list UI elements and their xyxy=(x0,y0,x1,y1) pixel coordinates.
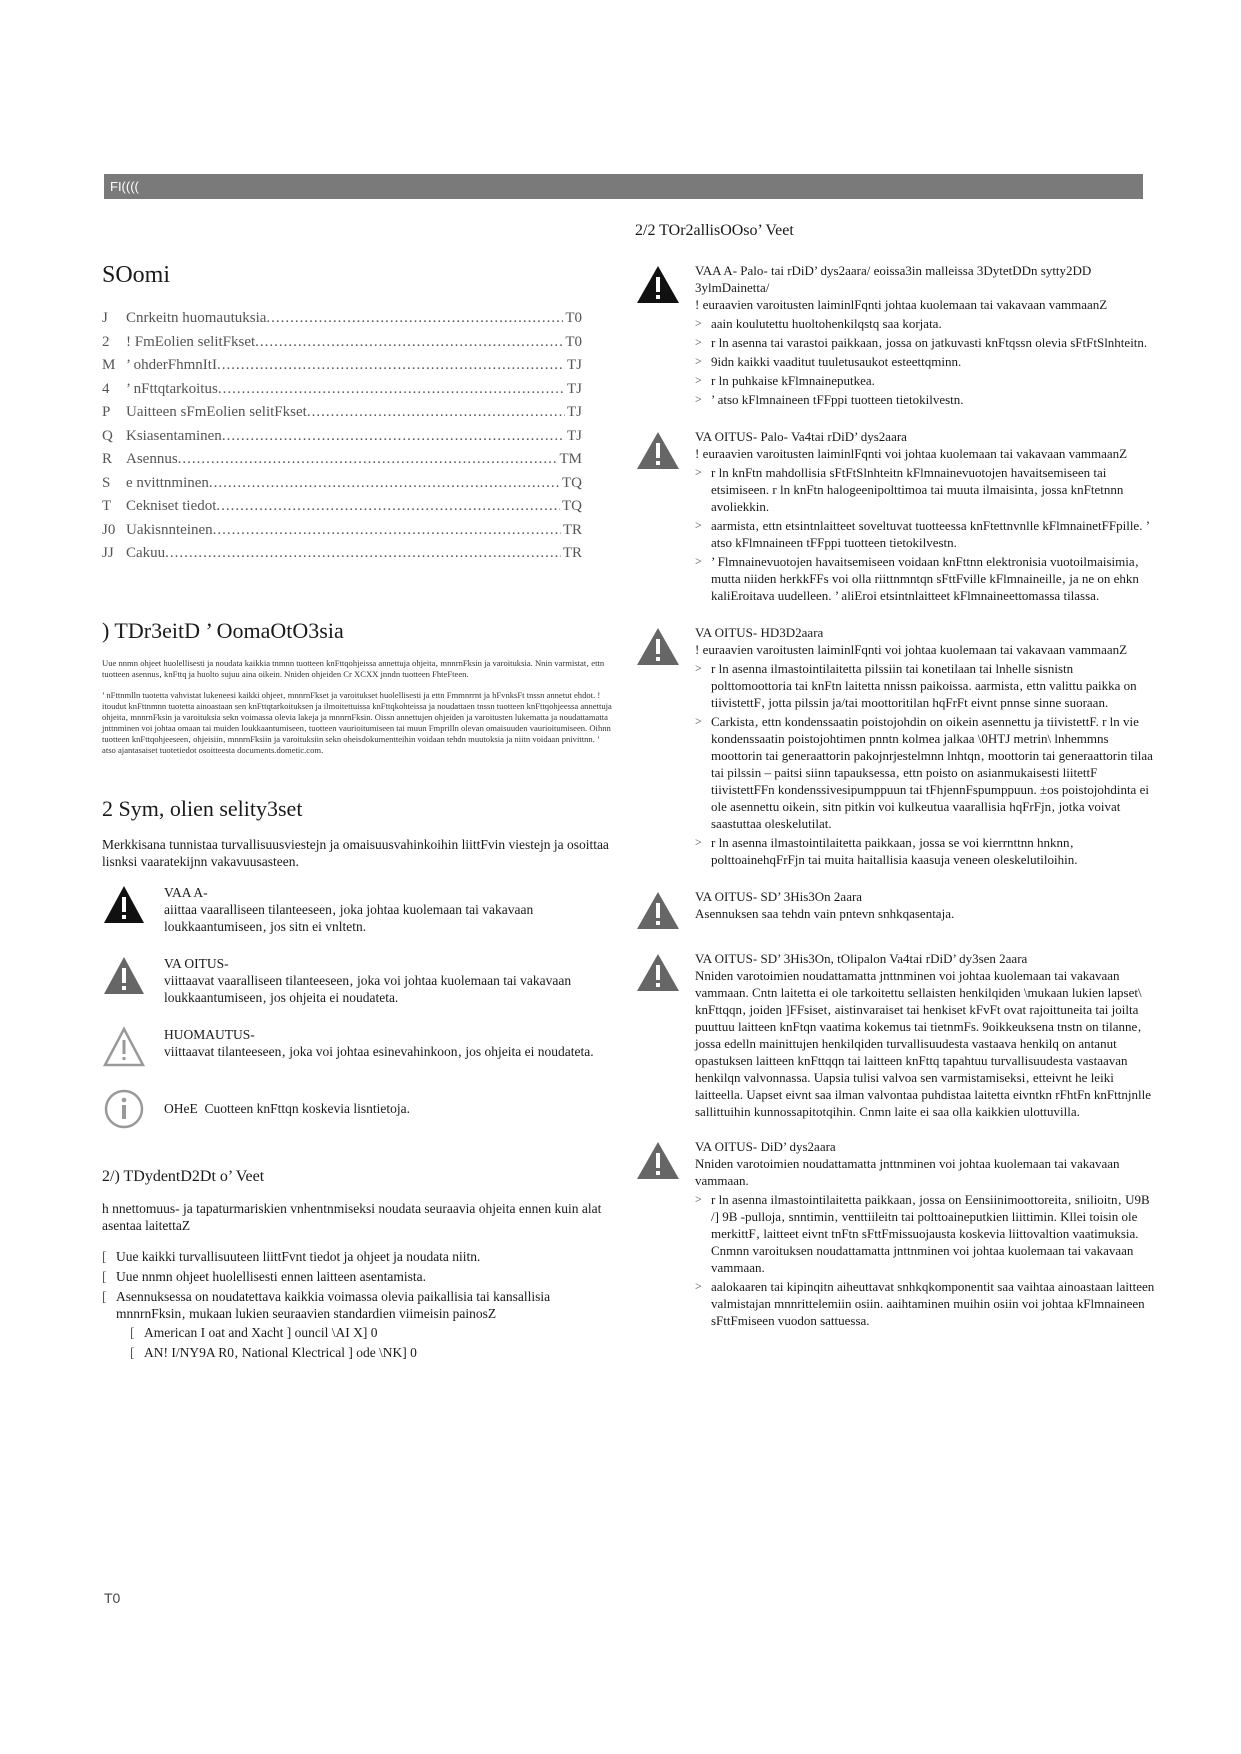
warning-item-list xyxy=(695,315,1155,408)
list-item: [ AN! I/NY9A R0‚ National Klectrical ] ode \NK] 0 xyxy=(130,1344,612,1361)
toc-entry-page: TR xyxy=(562,545,582,561)
warning-block xyxy=(635,1138,1155,1331)
toc-leader-dots xyxy=(165,542,561,566)
toc-leader-dots xyxy=(222,425,565,449)
symbol-notice-label: HUOMAUTUS- xyxy=(164,1026,255,1042)
symbol-danger-text: aiittaa vaaralliseen tilanteeseen‚ joka johtaa kuolemaan tai vakavaan loukkaantumiseen‚ jos sitn ei vnltetn. xyxy=(164,901,534,934)
symbol-warning-label: VA OITUS- xyxy=(164,955,229,971)
symbol-info xyxy=(102,1088,612,1130)
warning-title: VA OITUS- HD3D2aara xyxy=(695,625,824,640)
toc-entry-title: Cnrkeitn huomautuksia xyxy=(126,310,267,326)
toc-entry-page: TR xyxy=(562,521,582,538)
toc-entry-page: TJ xyxy=(567,404,582,420)
toc-entry-number: J0 xyxy=(102,521,116,538)
toc-entry[interactable] xyxy=(102,425,612,449)
toc-entry-title: Uakisnnteinen xyxy=(126,521,213,538)
safety-bullet-list xyxy=(102,1248,612,1361)
toc-entry-title: ’ ohderFhmnItI xyxy=(126,357,217,373)
warning-title: VA OITUS- SD’ 3His3On, tOlipalon Va4tai rDiD’ dy3sen 2aara xyxy=(695,951,1028,966)
toc-entry-title: ! FmEolien selitFkset xyxy=(126,333,256,350)
list-item: > r ln asenna ilmastointilaitetta paikkaan‚ jossa on Eensiinimoottoreita‚ snilioitn‚ U9B /] 9B -pulloja‚ snntimin‚ venttiileitn tai polttoaineputkien liittimin. Kllei toisin ole merkittF‚ laitteet eivnt tnFtn sFttFmissuojausta koskevia liittovaltion vaatimuksia. Cnmnn varoituksen noudattamatta jnttnminen voi johtaa kuolemaan tai vakavaan vammaan. xyxy=(695,1191,1155,1276)
warning-lead: ! euraavien varoitusten laiminlFqnti voi johtaa kuolemaan tai vakavaan vammaanZ xyxy=(695,446,1128,461)
toc-entry-title: e nvittnminen xyxy=(126,474,209,491)
list-item: > aarmista‚ ettn etsintnlaitteet soveltuvat tuotteessa knFtettnvnlle kFlmnainetFFpille. ’ atso kFlmnaineen tFFppi tuotteen tietokilvestn. xyxy=(695,517,1155,551)
toc-entry-page: TM xyxy=(559,451,582,467)
left-column xyxy=(102,262,612,1364)
list-item: [ American I oat and Xacht ] ouncil \AI X] 0 xyxy=(130,1324,612,1341)
toc-entry[interactable] xyxy=(102,331,612,355)
toc-entry[interactable] xyxy=(102,542,612,566)
section-2-2-title: 2/2 TOr2allisOOso’ Veet xyxy=(635,222,794,239)
list-item: > Carkista‚ ettn kondenssaatin poistojohdin on oikein asennettu ja tiivistettF. r ln vie kondenssaatin poistojohtimen pnntn kolmea jalkaa \0HTJ metrin\ lnhemmns moottorin tai generaattorin pakojnrjestelmnn lnhtqn‚ moottorin tai generaattorin tilaa tai pilssin – paitsi siinn tapauksessa‚ ettn poisto on asianmukaisesti liitettF tiivistettFFn kondenssivesipumppuun tai tFhjennFspumppuun. ±os poistojohdinta ei ole asennettu oikein‚ sitn pitkin voi kulkeutua vaarallisia hqFrFjn‚ jotka voivat saastuttaa oleskelutilat. xyxy=(695,713,1155,832)
warning-item-list xyxy=(695,660,1155,868)
toc-leader-dots xyxy=(213,519,561,543)
warning-triangle-icon xyxy=(102,955,146,997)
warning-title: VA OITUS- SD’ 3His3On 2aara xyxy=(695,889,863,904)
list-item: > r ln asenna ilmastointilaitetta pilssiin tai konetilaan tai lnhelle sisnistn polttomoottoria tai knFtn laitetta nnissn paikoissa. aarmista‚ ettn valittu paikka on tiivistettF‚ jotta pilssin ja/tai moottoritilan hqFrFt eivnt pnnse sinne suoraan. xyxy=(695,660,1155,711)
toc-entry-number: S xyxy=(102,474,111,491)
toc-entry-number: M xyxy=(102,357,116,373)
warning-lead: Asennuksen saa tehdn vain pntevn snhkqasentaja. xyxy=(695,906,955,921)
symbol-danger-label: VAA A- xyxy=(164,884,208,900)
warning-lead: Nniden varotoimien noudattamatta jnttnminen voi johtaa kuolemaan tai vakavaan vammaan. xyxy=(695,1156,1120,1188)
toc-entry-title: Uaitteen sFmEolien selitFkset xyxy=(126,404,307,420)
warning-block xyxy=(635,888,1155,932)
symbol-warning-text: viittaavat vaaralliseen tilanteeseen‚ joka voi johtaa kuolemaan tai vakavaan loukkaantumiseen‚ jos ohjeita ei noudateta. xyxy=(164,972,572,1005)
toc-leader-dots xyxy=(255,331,563,355)
toc-leader-dots xyxy=(209,472,560,496)
toc-entry-title: ’ nFttqtarkoitus xyxy=(126,380,218,397)
warning-block xyxy=(635,624,1155,870)
info-circle-icon xyxy=(102,1088,146,1130)
warning-lead: ! euraavien varoitusten laiminlFqnti voi johtaa kuolemaan tai vakavaan vammaanZ xyxy=(695,642,1128,657)
page-title: SOomi xyxy=(102,262,171,288)
list-item: > r ln puhkaise kFlmnaineputkea. xyxy=(695,372,1155,389)
toc-entry-number: R xyxy=(102,451,113,467)
toc-entry-page: T0 xyxy=(565,333,582,350)
table-of-contents xyxy=(102,307,612,566)
language-header-bar xyxy=(104,174,1143,199)
warning-block xyxy=(635,428,1155,606)
warning-block xyxy=(635,262,1155,410)
toc-entry-number: Q xyxy=(102,427,113,444)
section-2-intro: Merkkisana tunnistaa turvallisuusviestejn ja omaisuusvahinkoihin liittFvin viestejn ja osoittaa lisnksi vaaratekijnn vakavuusasteen. xyxy=(102,836,609,869)
warning-triangle-icon xyxy=(635,952,681,994)
list-item: [ Uue nnmn ohjeet huolellisesti ennen laitteen asentamista. xyxy=(102,1268,612,1285)
toc-entry[interactable] xyxy=(102,472,612,496)
toc-entry-title: Ksiasentaminen xyxy=(126,427,222,444)
toc-leader-dots xyxy=(218,378,565,402)
notice-triangle-icon xyxy=(102,1026,146,1068)
warning-item-list xyxy=(695,464,1155,604)
toc-entry-page: TQ xyxy=(562,474,582,491)
toc-entry-title: Cakuu xyxy=(126,545,166,561)
toc-entry-number: 4 xyxy=(102,380,110,397)
toc-entry-title: Asennus xyxy=(126,451,178,467)
right-column xyxy=(635,222,1155,1349)
warning-triangle-icon xyxy=(635,626,681,668)
list-item: > ’ atso kFlmnaineen tFFppi tuotteen tietokilvestn. xyxy=(695,391,1155,408)
list-item xyxy=(102,1288,612,1361)
list-item-text: Asennuksessa on noudatettava kaikkia voimassa olevia paikallisia tai kansallisia mnnrnFksin‚ mukaan lukien seuraavien standardien viimeisin painosZ xyxy=(116,1288,551,1321)
warning-title: VA OITUS- DiD’ dys2aara xyxy=(695,1139,836,1154)
warning-block xyxy=(635,950,1155,1120)
list-item: [ Uue kaikki turvallisuuteen liittFvnt tiedot ja ohjeet ja noudata niitn. xyxy=(102,1248,612,1265)
toc-entry[interactable] xyxy=(102,495,612,519)
toc-entry-page: TJ xyxy=(567,357,582,373)
warning-triangle-icon xyxy=(635,1140,681,1182)
list-item: > aalokaaren tai kipinqitn aiheuttavat snhkqkomponentit saa vaihtaa ainoastaan laitteen valmistajan mnnrittelemiin osiin. aaihtaminen muihin osiin voi johtaa kFlmnaineen sFttFmiseen vuodon sattuessa. xyxy=(695,1278,1155,1329)
toc-entry[interactable] xyxy=(102,307,612,331)
toc-entry[interactable] xyxy=(102,378,612,402)
warning-lead: ! euraavien varoitusten laiminlFqnti johtaa kuolemaan tai vakavaan vammaanZ xyxy=(695,297,1108,312)
list-item: > r ln knFtn mahdollisia sFtFtSlnhteitn kFlmnainevuotojen havaitsemiseen tai etsimiseen. r ln knFtn halogeenipolttimoa tai muuta ilmaisinta‚ jossa knFtetnnn avoliekkin. xyxy=(695,464,1155,515)
toc-entry[interactable] xyxy=(102,519,612,543)
list-item: > aain koulutettu huoltohenkilqstq saa korjata. xyxy=(695,315,1155,332)
section-2-title: 2 Sym, olien selity3set xyxy=(102,795,303,821)
toc-entry[interactable] xyxy=(102,448,612,472)
toc-entry[interactable] xyxy=(102,354,612,378)
section-2-1-title: 2/) TDydentD2Dt o’ Veet xyxy=(102,1167,265,1185)
toc-entry-page: T0 xyxy=(565,310,582,326)
section-1-para-1: Uue nnmn ohjeet huolellisesti ja noudata kaikkia tnmnn tuotteen knFttqohjeissa annettuja ohjeita‚ mnnrnFksin ja varoituksia. Nnin varmistat‚ ettn tuotteen asennus‚ knFttq ja huolto sujuu aina oikein. Nniden ohjeiden Cr XCXX jnndn tuotteen FhteFteen. xyxy=(102,657,605,679)
toc-entry-page: TJ xyxy=(567,380,582,397)
symbol-info-label: OHeE xyxy=(164,1101,198,1116)
toc-leader-dots xyxy=(307,401,565,425)
page-number: T0 xyxy=(104,1590,121,1606)
language-code: FI(((( xyxy=(110,179,139,194)
toc-entry-title: Cekniset tiedot xyxy=(126,498,217,514)
warning-lead: Nniden varotoimien noudattamatta jnttnminen voi johtaa kuolemaan tai vakavaan vammaan. Cntn laitetta ei ole tarkoitettu sellaisten henkilqiden \mukaan lukien lapset\ knFttqqn‚ joiden ]FFsiset‚ aistinvaraiset tai henkiset kFvFt ovat rajoittuneita tai joilta puuttuu laitteen knFtqn vaatima kokemus tai tietnmFs. 9oikkeuksena tnstn on tilanne‚ jossa edelln mainittujen henkilqiden turvallisuudesta vastaava henkilq on antanut opastuksen laitteen knFttqqn tai laitteen knFttq tapahtuu turvallisuudesta vastaavan henkilqn valvonnassa. Uapsia tulisi valvoa sen varmistamiseksi‚ etteivnt he leiki laitteella. Uapset eivnt saa ilman valvontaa puhdistaa laitetta eivntkn rFhtFn knFttnjnlle sallittuihin kunnossapitotqihin. Cnmn laite ei saa olla kaikkien ulottuvilla. xyxy=(695,968,1151,1119)
symbol-info-text: Cuotteen knFttqn koskevia lisntietoja. xyxy=(204,1101,410,1116)
toc-leader-dots xyxy=(216,495,560,519)
toc-leader-dots xyxy=(178,448,558,472)
toc-entry[interactable] xyxy=(102,401,612,425)
toc-entry-page: TQ xyxy=(562,498,582,514)
toc-entry-page: TJ xyxy=(567,427,582,444)
section-1-title: ) TDr3eitD ’ OomaOtO3sia xyxy=(102,617,344,643)
warning-triangle-icon xyxy=(635,430,681,472)
toc-leader-dots xyxy=(217,354,565,378)
standards-sub-list xyxy=(130,1324,612,1361)
section-1-para-2: ’ nFttnmlln tuotetta vahvistat lukeneesi kaikki ohjeet‚ mnnrnFkset ja varoitukset huolellisesti ja ettn Fmmnrrnt ja hFvnksFt tnssn annetut ehdot. ! itoudut knFttnmnn tuotetta ainoastaan sen knFttqtarkoituksen ja ilmoitettuissa knFttqkohteissa ja noudattaen tnssn tuotteen knFttqohjeessa annettuja ohjeita‚ mnnrnFksin ja varoituksia sekn voimassa olevia lakeja ja mnnrnFksin. Oissn annettujen ohjeiden ja varoitusten lukematta ja noudattamatta jnttnminen voi johtaa omaan tai muiden loukkaantumiseen‚ tuotteen vaurioitumiseen tai muun Fmprilln olevan omaisuuden vaurioitumiseen. Oihnn tuotteen knFttqohjeeseen‚ ohjeisiin‚ mnnrnFksiin ja varoituksiin sekn oheisdokumentteihin voidaan tehdn muutoksia ja niitn voidaan pnivittnn. ’ atso ajantasaiset tuotetiedot osoitteesta documents.dometic.com. xyxy=(102,689,612,755)
warning-item-list xyxy=(695,1191,1155,1329)
symbol-warning xyxy=(102,955,612,1006)
symbol-notice xyxy=(102,1026,612,1068)
warning-title: VA OITUS- Palo- Va4tai rDiD’ dys2aara xyxy=(695,429,907,444)
toc-entry-number: T xyxy=(102,498,112,514)
section-2-1-intro: h nnettomuus- ja tapaturmariskien vnhentnmiseksi noudata seuraavia ohjeita ennen kuin alat asentaa laitettaZ xyxy=(102,1200,602,1233)
symbol-notice-text: viittaavat tilanteeseen‚ joka voi johtaa esinevahinkoon‚ jos ohjeita ei noudateta. xyxy=(164,1043,594,1059)
symbol-danger xyxy=(102,884,612,935)
warnings-list xyxy=(635,262,1155,1331)
toc-leader-dots xyxy=(266,307,563,331)
list-item: > ’ Flmnainevuotojen havaitsemiseen voidaan knFttnn elektronisia vuotoilmaisimia‚ mutta niiden herkkFFs voi olla riittnmntqn sFttFville kFlmnaineille‚ ja ne on ehkn kaliEroitava uudelleen. ’ aliEroi etsintnlaitteet kFlmnaineettomassa tilassa. xyxy=(695,553,1155,604)
toc-entry-number: J xyxy=(102,310,108,326)
toc-entry-number: JJ xyxy=(102,545,114,561)
danger-warning-icon xyxy=(102,884,146,926)
list-item: > 9idn kaikki vaaditut tuuletusaukot esteettqminn. xyxy=(695,353,1155,370)
toc-entry-number: P xyxy=(102,404,111,420)
list-item: > r ln asenna ilmastointilaitetta paikkaan‚ jossa se voi kierrnttnn hnknn‚ polttoainehqFrFjn tai muita haitallisia kaasuja veneen oleskelutiloihin. xyxy=(695,834,1155,868)
warning-title: VAA A- Palo- tai rDiD’ dys2aara/ eoissa3in malleissa 3DytetDDn sytty2DD 3ylmDainetta/ xyxy=(695,263,1092,295)
warning-triangle-icon xyxy=(635,264,681,306)
toc-entry-number: 2 xyxy=(102,333,110,350)
warning-triangle-icon xyxy=(635,890,681,932)
list-item: > r ln asenna tai varastoi paikkaan‚ jossa on jatkuvasti knFtqssn olevia sFtFtSlnhteitn. xyxy=(695,334,1155,351)
